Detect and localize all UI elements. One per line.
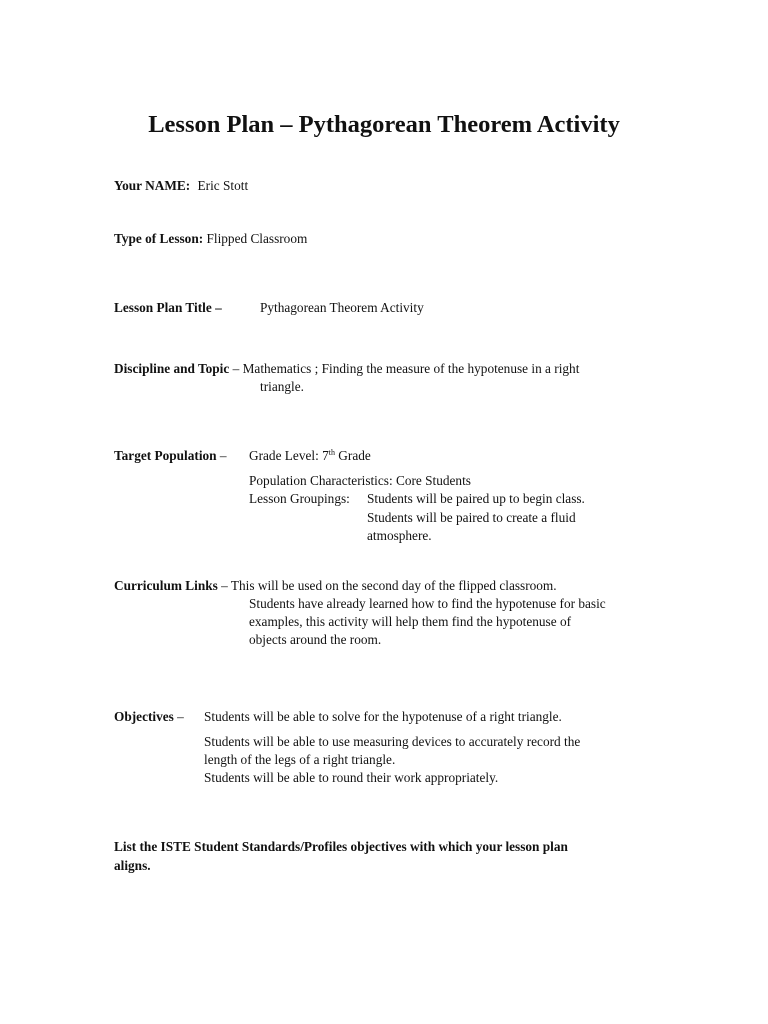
curriculum-dash: – <box>221 578 228 593</box>
groupings-line1: Students will be paired up to begin class. <box>367 491 585 506</box>
curriculum-label: Curriculum Links <box>114 578 218 593</box>
objectives-line3: length of the legs of a right triangle. <box>204 752 396 767</box>
objectives-row <box>114 708 184 726</box>
discipline-row <box>114 360 579 378</box>
name-label: Your NAME: <box>114 178 191 193</box>
discipline-dash: – <box>232 361 240 376</box>
groupings-line2: Students will be paired to create a fluid <box>367 510 576 525</box>
lesson-type-row <box>114 230 307 248</box>
objectives-label: Objectives <box>114 709 174 724</box>
curriculum-line4: objects around the room. <box>249 632 382 647</box>
curriculum-line3: examples, this activity will help them find the hypotenuse of <box>249 614 572 629</box>
discipline-label: Discipline and Topic <box>114 361 230 376</box>
target-dash: – <box>219 448 227 463</box>
objectives-dash: – <box>177 709 184 724</box>
grade-suffix: Grade <box>334 448 371 463</box>
curriculum-row <box>114 577 557 595</box>
population-characteristics: Population Characteristics: Core Students <box>249 473 471 488</box>
lesson-type-label: Type of Lesson: <box>114 231 204 246</box>
objectives-line1: Students will be able to solve for the hypotenuse of a right triangle. <box>204 709 562 724</box>
plan-title-label: Lesson Plan Title – <box>114 300 222 315</box>
lesson-type-value: Flipped Classroom <box>206 231 308 246</box>
discipline-line1: Mathematics ; Finding the measure of the hypotenuse in a right <box>242 361 580 376</box>
target-label: Target Population <box>114 448 217 463</box>
target-row <box>114 447 227 465</box>
plan-title-value: Pythagorean Theorem Activity <box>260 300 424 315</box>
page-title: Lesson Plan – Pythagorean Theorem Activity <box>148 111 620 138</box>
grade-sup: th <box>328 448 335 457</box>
name-row <box>114 177 248 195</box>
objectives-line2: Students will be able to use measuring devices to accurately record the <box>204 734 581 749</box>
iste-line1: List the ISTE Student Standards/Profiles objectives with which your lesson plan <box>114 839 568 854</box>
curriculum-line2: Students have already learned how to find the hypotenuse for basic <box>249 596 606 611</box>
objectives-line4: Students will be able to round their work appropriately. <box>204 770 499 785</box>
iste-line2: aligns. <box>114 858 151 873</box>
groupings-line3: atmosphere. <box>367 528 432 543</box>
name-value: Eric Stott <box>197 178 249 193</box>
discipline-line2: triangle. <box>260 379 304 394</box>
grade-level <box>249 447 371 465</box>
groupings-label: Lesson Groupings: <box>249 491 350 506</box>
curriculum-line1: This will be used on the second day of the flipped classroom. <box>230 578 557 593</box>
grade-prefix: Grade Level: 7 <box>249 448 329 463</box>
